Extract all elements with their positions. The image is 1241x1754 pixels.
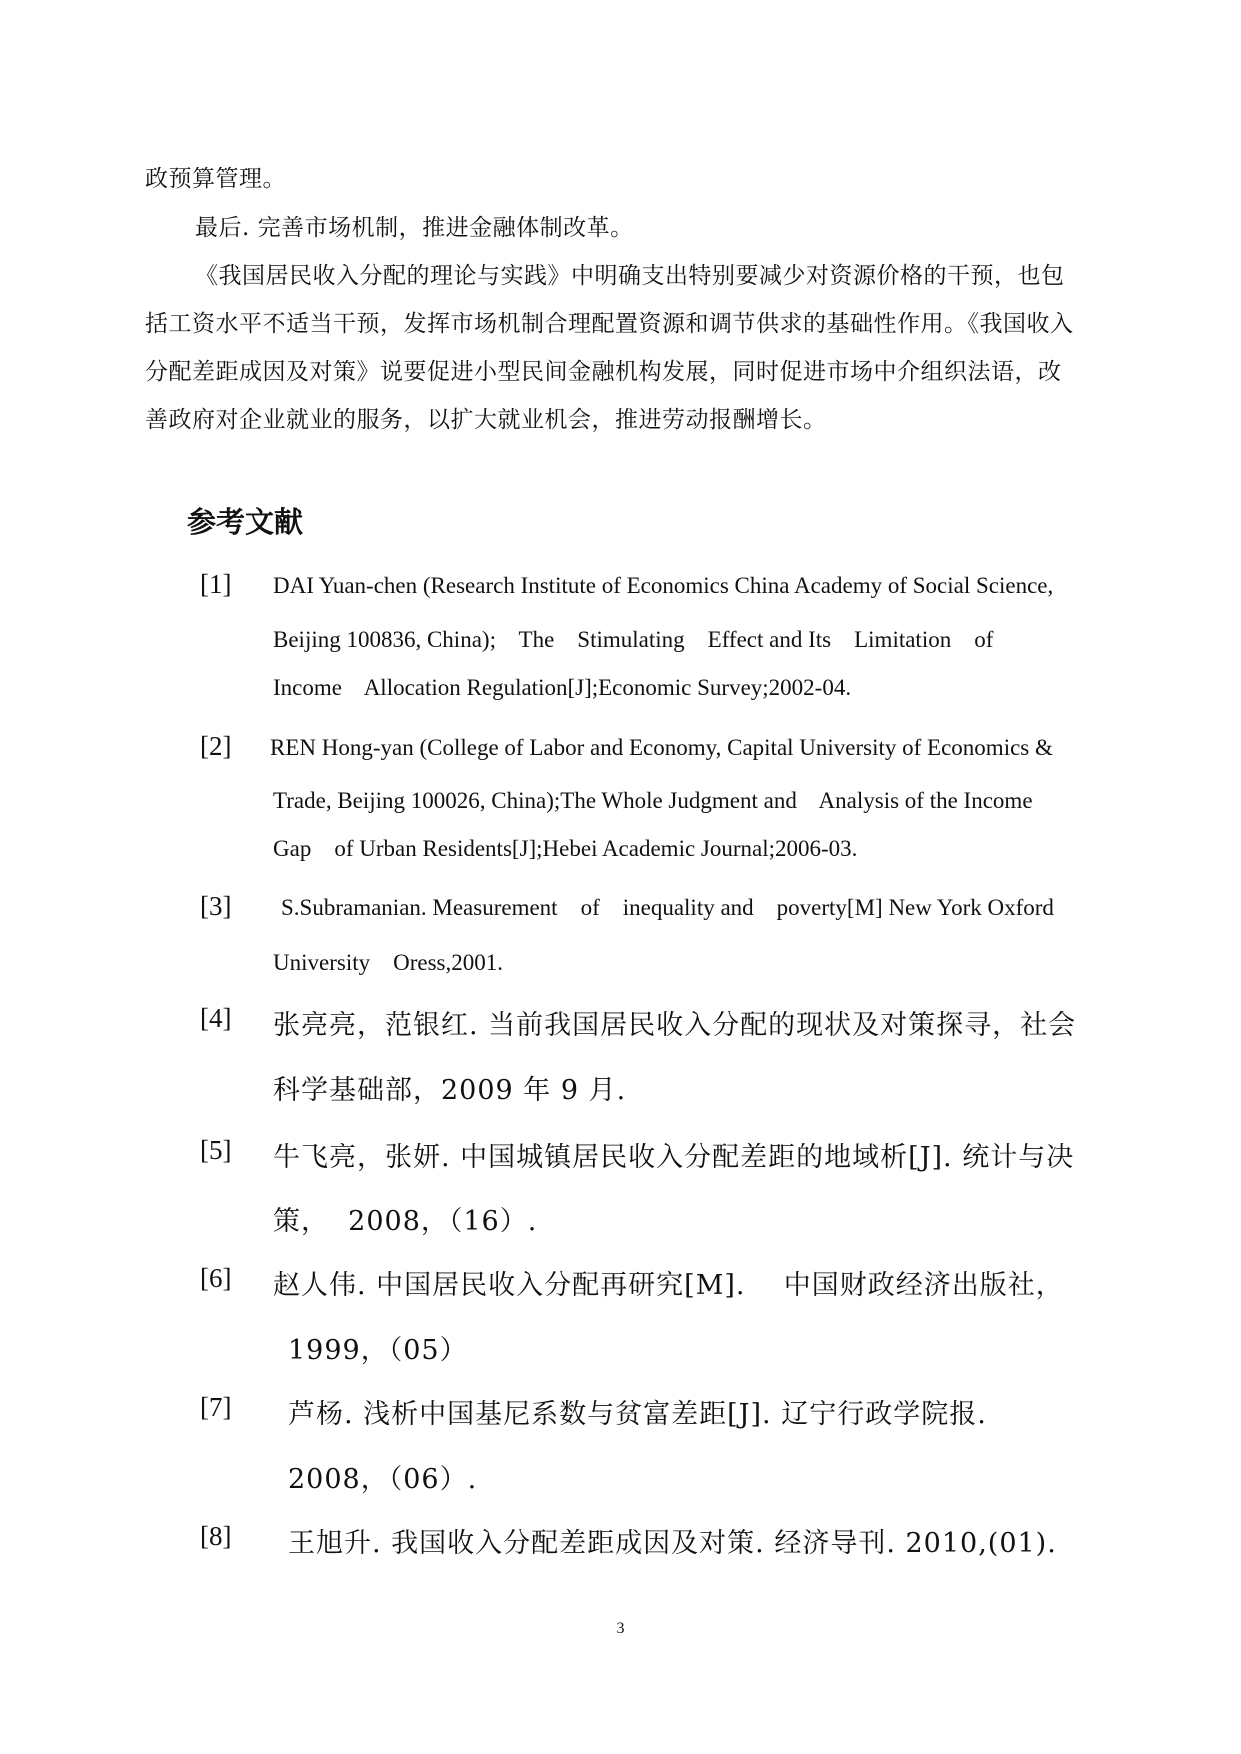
- ref-7-line-2: 2008，（06）.: [288, 1464, 478, 1495]
- ref-3-line-2: University Oress,2001.: [273, 950, 503, 975]
- ref-5-number: [5]: [200, 1135, 232, 1165]
- ref-6-line-2: 1999，（05）: [288, 1335, 468, 1366]
- body-line-4: 括工资水平不适当干预，发挥市场机制合理配置资源和调节供求的基础性作用。《我国收入: [145, 311, 1074, 337]
- ref-5-line-1: 牛飞亮，张妍. 中国城镇居民收入分配差距的地域析[J]. 统计与决: [273, 1142, 1075, 1173]
- ref-2-line-3: Gap of Urban Residents[J];Hebei Academic Journal;2006-03.: [273, 836, 858, 861]
- ref-8-line-1: 王旭升. 我国收入分配差距成因及对策. 经济导刊. 2010,(01).: [288, 1528, 1057, 1559]
- ref-7-number: [7]: [200, 1392, 232, 1422]
- ref-6-number: [6]: [200, 1263, 232, 1293]
- ref-3-line-1: S.Subramanian. Measurement of inequality and poverty[M] New York Oxford: [281, 895, 1054, 920]
- ref-6-line-1: 赵人伟. 中国居民收入分配再研究[M]. 中国财政经济出版社，: [273, 1270, 1064, 1301]
- ref-1-line-2: Beijing 100836, China); The Stimulating Effect and Its Limitation of: [273, 627, 994, 652]
- ref-1-line-1: DAI Yuan-chen (Research Institute of Economics China Academy of Social Science,: [273, 573, 1054, 598]
- body-line-2: 最后. 完善市场机制，推进金融体制改革。: [195, 215, 634, 241]
- body-line-5: 分配差距成因及对策》说要促进小型民间金融机构发展，同时促进市场中介组织法语，改: [145, 359, 1062, 385]
- ref-5-line-2: 策， 2008，（16）.: [273, 1206, 538, 1237]
- references-heading: 参考文献: [187, 505, 304, 539]
- body-line-3: 《我国居民收入分配的理论与实践》中明确支出特别要减少对资源价格的干预，也包: [195, 263, 1065, 289]
- ref-3-number: [3]: [200, 891, 232, 921]
- ref-1-line-3: Income Allocation Regulation[J];Economic Survey;2002-04.: [273, 675, 852, 700]
- ref-2-line-1: REN Hong-yan (College of Labor and Economy, Capital University of Economics &: [270, 735, 1053, 760]
- ref-8-number: [8]: [200, 1521, 232, 1551]
- body-line-1: 政预算管理。: [145, 166, 286, 192]
- ref-2-number: [2]: [200, 731, 232, 761]
- page-number: 3: [616, 1620, 625, 1637]
- ref-4-number: [4]: [200, 1003, 232, 1033]
- ref-4-line-2: 科学基础部，2009 年 9 月.: [273, 1075, 627, 1106]
- ref-1-number: [1]: [200, 569, 232, 599]
- ref-2-line-2: Trade, Beijing 100026, China);The Whole Judgment and Analysis of the Income: [273, 788, 1033, 813]
- ref-7-line-1: 芦杨. 浅析中国基尼系数与贫富差距[J]. 辽宁行政学院报.: [288, 1399, 987, 1430]
- ref-4-line-1: 张亮亮，范银红. 当前我国居民收入分配的现状及对策探寻，社会: [273, 1010, 1077, 1041]
- body-line-6: 善政府对企业就业的服务，以扩大就业机会，推进劳动报酬增长。: [145, 407, 827, 433]
